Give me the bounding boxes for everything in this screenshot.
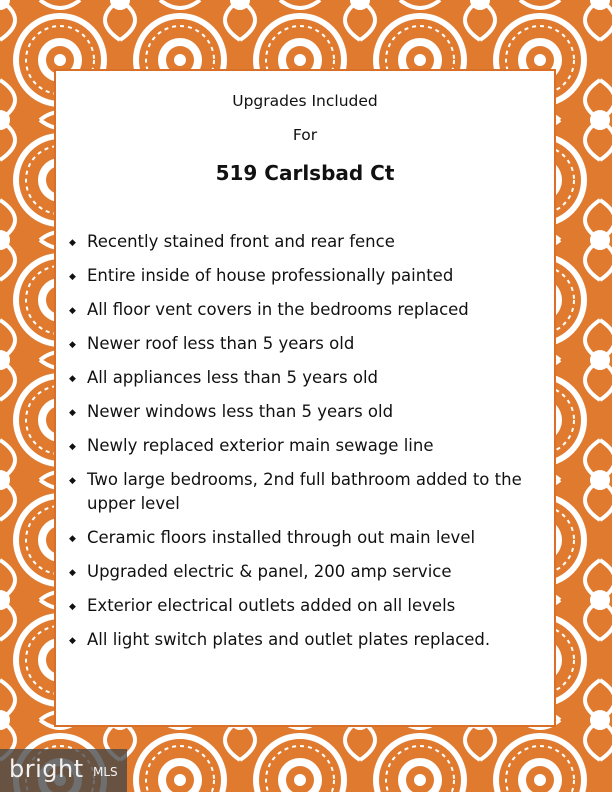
features-list (69, 230, 539, 662)
feature-list-item (69, 628, 539, 652)
feature-list-item (69, 594, 539, 618)
feature-text: Newer windows less than 5 years old (87, 402, 394, 421)
feature-list-item (69, 400, 539, 424)
diamond-bullet-icon: ◆ (69, 534, 76, 544)
header-upgrades-included: Upgrades Included (232, 92, 378, 110)
diamond-bullet-icon: ◆ (69, 636, 76, 646)
feature-text: Two large bedrooms, 2nd full bathroom added to the upper level (87, 470, 522, 513)
feature-list-item (69, 264, 539, 288)
header-for: For (292, 126, 318, 144)
diamond-bullet-icon: ◆ (69, 476, 76, 486)
feature-text: Recently stained front and rear fence (87, 232, 395, 251)
diamond-bullet-icon: ◆ (69, 408, 76, 418)
diamond-bullet-icon: ◆ (69, 340, 76, 350)
diamond-bullet-icon: ◆ (69, 272, 76, 282)
diamond-bullet-icon: ◆ (69, 442, 76, 452)
feature-list-item (69, 526, 539, 550)
feature-text: Ceramic floors installed through out main level (87, 528, 476, 547)
feature-text: Upgraded electric & panel, 200 amp service (87, 562, 452, 581)
feature-list-item (69, 468, 539, 516)
feature-list-item (69, 560, 539, 584)
bright-mls-watermark (0, 749, 127, 792)
diamond-bullet-icon: ◆ (69, 306, 76, 316)
feature-text: Entire inside of house professionally painted (87, 266, 454, 285)
feature-list-item (69, 366, 539, 390)
content-panel (59, 74, 551, 722)
feature-text: All appliances less than 5 years old (87, 368, 379, 387)
diamond-bullet-icon: ◆ (69, 602, 76, 612)
feature-list-item (69, 434, 539, 458)
feature-list-item (69, 332, 539, 356)
diamond-bullet-icon: ◆ (69, 568, 76, 578)
feature-text: Newly replaced exterior main sewage line (87, 436, 434, 455)
feature-text: All floor vent covers in the bedrooms replaced (87, 300, 469, 319)
property-address-title: 519 Carlsbad Ct (215, 161, 395, 185)
feature-text: Exterior electrical outlets added on all levels (87, 596, 456, 615)
feature-text: Newer roof less than 5 years old (87, 334, 355, 353)
watermark-brand: bright (9, 755, 84, 783)
feature-list-item (69, 230, 539, 254)
diamond-bullet-icon: ◆ (69, 238, 76, 248)
feature-list-item (69, 298, 539, 322)
feature-text: All light switch plates and outlet plates replaced. (87, 630, 491, 649)
diamond-bullet-icon: ◆ (69, 374, 76, 384)
watermark-suffix: MLS (93, 765, 118, 779)
